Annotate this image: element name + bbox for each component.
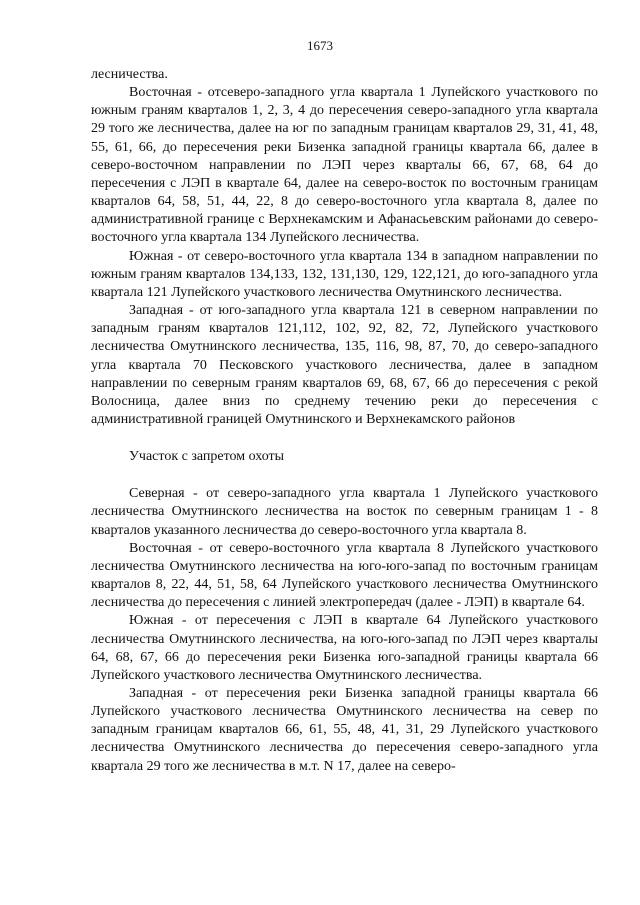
document-body [91, 66, 598, 776]
paragraph-east-boundary-2: Восточная - от северо-восточного угла квартала 8 Лупейского участкового лесничества Омутнинского лесничества на юго-юго-запад по восточным границам кварталов 8, 22, 44, 51, 58, 64 Лупейского участкового лесничества Омутнинского лесничества до пересечения с линией электропередач (далее - ЛЭП) в квартале 64. [91, 540, 598, 611]
paragraph-east-boundary: Восточная - отсеверо-западного угла квартала 1 Лупейского участкового по южным граням кварталов 1, 2, 3, 4 до пересечения северо-западного угла квартала 29 того же лесничества, далее на юг по западным границам кварталов 29, 31, 41, 48, 55, 61, 66, до пересечения реки Бизенка западной границы квартала 66, далее в северо-восточном направлении по ЛЭП через кварталы 66, 67, 68, 64 до пересечения с ЛЭП в квартале 64, далее на северо-восток по восточным границам кварталов 64, 58, 51, 44, 22, 8 до северо-восточного угла квартала 8, далее по административной границе с Верхнекамским и Афанасьевским районами до северо-восточного угла квартала 134 Лупейского лесничества. [91, 85, 598, 246]
page-number: 1673 [307, 38, 333, 53]
paragraph-south-boundary: Южная - от северо-восточного угла квартала 134 в западном направлении по южным граням кварталов 134,133, 132, 131,130, 129, 122,121, до юго-западного угла квартала 121 Лупейского участкового лесничества Омутнинского лесничества. [91, 248, 598, 300]
paragraph-north-boundary-2: Северная - от северо-западного угла квартала 1 Лупейского участкового лесничества Омутнинского лесничества на восток по северным границам 1 - 8 кварталов указанного лесничества до северо-восточного угла квартала 8. [91, 486, 598, 538]
paragraph-west-boundary: Западная - от юго-западного угла квартала 121 в северном направлении по западным граням кварталов 121,112, 102, 92, 82, 72, Лупейского участкового лесничества Омутнинского лесничества, 135, 116, 98, 87, 70, до северо-западного угла квартала 70 Песковского участкового лесничества, далее в западном направлении по северным граням кварталов 69, 68, 67, 66 до пересечения с рекой Волосница, далее вниз по среднему течению реки до пересечения с административной границей Омутнинского и Верхнекамского районов [91, 303, 598, 427]
paragraph-south-boundary-2: Южная - от пересечения с ЛЭП в квартале 64 Лупейского участкового лесничества Омутнинского лесничества, на юго-юго-запад по ЛЭП через кварталы 64, 68, 67, 66 до пересечения реки Бизенка юго-западной границы квартала 66 Лупейского участкового лесничества Омутнинского лесничества. [91, 613, 598, 683]
paragraph-continuation: лесничества. [91, 67, 168, 82]
paragraph-west-boundary-2: Западная - от пересечения реки Бизенка западной границы квартала 66 Лупейского участкового лесничества Омутнинского лесничества на север по западным границам кварталов 66, 61, 55, 48, 41, 31, 29 Лупейского участкового лесничества Омутнинского лесничества до пересечения северо-западного угла квартала 29 того же лесничества в м.т. N 17, далее на северо- [91, 686, 598, 774]
section-heading: Участок с запретом охоты [129, 449, 285, 465]
